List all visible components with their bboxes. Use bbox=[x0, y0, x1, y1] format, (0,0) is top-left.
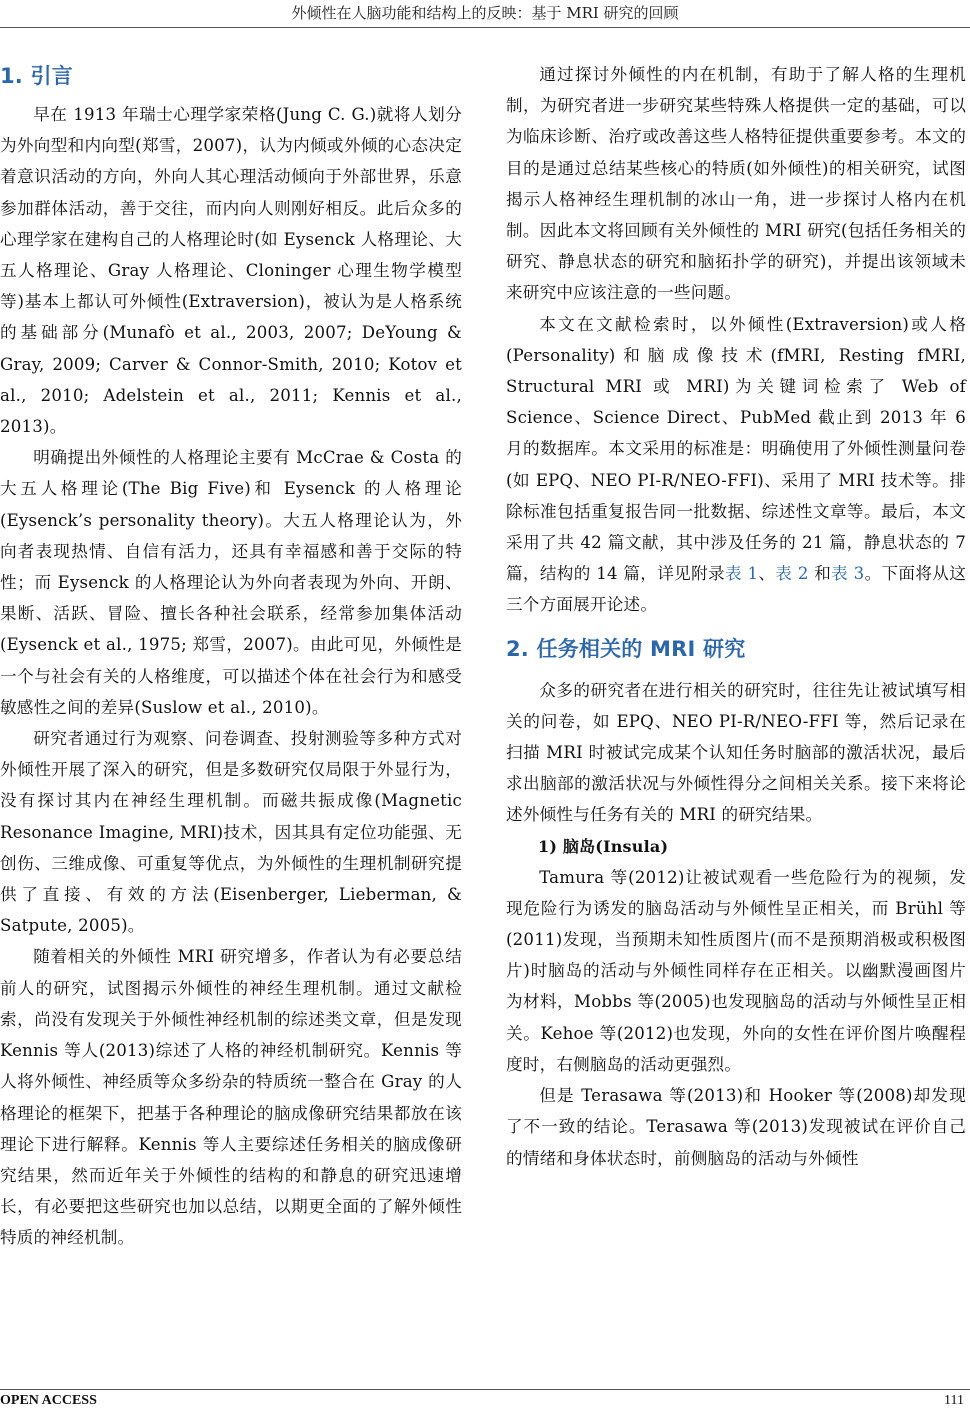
insula-subheading: 1) 脑岛(Insula) bbox=[538, 836, 669, 856]
method-text-end: 。下面将从这三个方面展开论述。 bbox=[506, 564, 966, 615]
section-2-heading: 2. 任务相关的 MRI 研究 bbox=[506, 636, 746, 661]
intro-paragraph-5: 通过探讨外倾性的内在机制，有助于了解人格的生理机制，为研究者进一步研究某些特殊人格提供一定的基础，可以为临床诊断、治疗或改善这些人格特征提供重要参考。本文的目的是通过总结某些核心的特质(如外倾性)的相关研究，试图揭示人格神经生理机制的冰山一角，进一步探讨人格内在机制。因此本文将回顾有关外倾性的 MRI 研究(包括任务相关的研究、静息状态的研究和脑拓扑学的研究)，并提出该领域未来研究中应该注意的一些问题。 bbox=[506, 65, 966, 303]
table-2-link[interactable]: 表 2 bbox=[775, 564, 809, 584]
header-rule bbox=[0, 27, 970, 28]
left-column bbox=[0, 58, 462, 1254]
task-paragraph: 众多的研究者在进行相关的研究时，往往先让被试填写相关的问卷，如 EPQ、NEO PI-R/NEO-FFI 等，然后记录在扫描 MRI 时被试完成某个认知任务时脑部的激活状况，最后求出脑部的激活状况与外倾性得分之间相关关系。接下来将论述外倾性与任务有关的 MRI 的研究结果。 bbox=[506, 680, 966, 825]
intro-paragraph-2: 明确提出外倾性的人格理论主要有 McCrae & Costa 的大五人格理论(The Big Five)和 Eysenck 的人格理论(Eysenck’s personality theory)。大五人格理论认为，外向者表现热情、自信有活力，还具有幸福感和善于交际的特性；而 Eysenck 的人格理论认为外向者表现为外向、开朗、果断、活跃、冒险、擅长各种社会联系，经常参加集体活动(Eysenck et al., 1975; 郑雪，2007)。由此可见，外倾性是一个与社会有关的人格维度，可以描述个体在社会行为和感受敏感性之间的差异(Suslow et al., 2010)。 bbox=[0, 448, 462, 717]
method-text: 本文在文献检索时，以外倾性(Extraversion)或人格(Personality)和脑成像技术(fMRI, Resting fMRI, Structural MRI 或 MRI)为关键词检索了 Web of Science、Science Direct、PubMed 截止到 2013 年 6 月的数据库。本文采用的标准是：明确使用了外倾性测量问卷(如 EPQ、NEO PI-R/NEO-FFI)、采用了 MRI 技术等。排除标准包括重复报告同一批数据、综述性文章等。最后，本文采用了共 42 篇文献，其中涉及任务的 21 篇，静息状态的 7 篇，结构的 14 篇，详见附录 bbox=[506, 314, 966, 584]
footer-rule bbox=[0, 1389, 970, 1390]
insula-paragraph-2: 但是 Terasawa 等(2013)和 Hooker 等(2008)却发现了不一致的结论。Terasawa 等(2013)发现被试在评价自己的情绪和身体状态时，前侧脑岛的活动与外倾性 bbox=[506, 1086, 966, 1168]
section-1-heading: 1. 引言 bbox=[0, 64, 73, 88]
right-column bbox=[506, 59, 966, 1174]
intro-paragraph-4: 随着相关的外倾性 MRI 研究增多，作者认为有必要总结前人的研究，试图揭示外倾性的神经生理机制。通过文献检索，尚没有发现关于外倾性神经机制的综述类文章，但是发现 Kennis 等人(2013)综述了人格的神经机制研究。Kennis 等人将外倾性、神经质等众多纷杂的特质统一整合在 Gray 的人格理论的框架下，把基于各种理论的脑成像研究结果都放在该理论下进行解释。Kennis 等人主要综述任务相关的脑成像研究结果，然而近年关于外倾性的结构的和静息的研究迅速增长，有必要把这些研究也加以总结，以期更全面的了解外倾性特质的神经机制。 bbox=[0, 947, 462, 1248]
insula-paragraph-1: Tamura 等(2012)让被试观看一些危险行为的视频，发现危险行为诱发的脑岛活动与外倾性呈正相关，而 Brühl 等(2011)发现，当预期未知性质图片(而不是预期消极或积极图片)时脑岛的活动与外倾性同样存在正相关。以幽默漫画图片为材料，Mobbs 等(2005)也发现脑岛的活动与外倾性呈正相关。Kehoe 等(2012)也发现，外向的女性在评价图片唤醒程度时，右侧脑岛的活动更强烈。 bbox=[506, 867, 966, 1074]
page-number: 111 bbox=[944, 1393, 964, 1408]
separator-1: 、 bbox=[758, 564, 776, 584]
method-paragraph bbox=[506, 309, 966, 621]
separator-2: 和 bbox=[808, 564, 832, 584]
table-3-link[interactable]: 表 3 bbox=[831, 564, 865, 584]
intro-paragraph-3: 研究者通过行为观察、问卷调查、投射测验等多种方式对外倾性开展了深入的研究，但是多数研究仅局限于外显行为，没有探讨其内在神经生理机制。而磁共振成像(Magnetic Resonance Imagine, MRI)技术，因其具有定位功能强、无创伤、三维成像、可重复等优点，为外倾性的生理机制研究提供了直接、有效的方法(Eisenberger, Lieberman, & Satpute, 2005)。 bbox=[0, 729, 462, 936]
intro-paragraph-1: 早在 1913 年瑞士心理学家荣格(Jung C. G.)就将人划分为外向型和内向型(郑雪，2007)，认为内倾或外倾的心态决定着意识活动的方向，外向人其心理活动倾向于外部世界，乐意参加群体活动，善于交往，而内向人则刚好相反。此后众多的心理学家在建构自己的人格理论时(如 Eysenck 人格理论、大五人格理论、Gray 人格理论、Cloninger 心理生物学模型等)基本上都认可外倾性(Extraversion)，被认为是人格系统的基础部分(Munafò et al., 2003, 2007; DeYoung & Gray, 2009; Carver & Connor-Smith, 2010; Kotov et al., 2010; Adelstein et al., 2011; Kennis et al., 2013)。 bbox=[0, 105, 462, 437]
table-1-link[interactable]: 表 1 bbox=[724, 564, 759, 584]
running-title: 外倾性在人脑功能和结构上的反映：基于 MRI 研究的回顾 bbox=[291, 4, 679, 22]
open-access-label: OPEN ACCESS bbox=[0, 1393, 97, 1408]
